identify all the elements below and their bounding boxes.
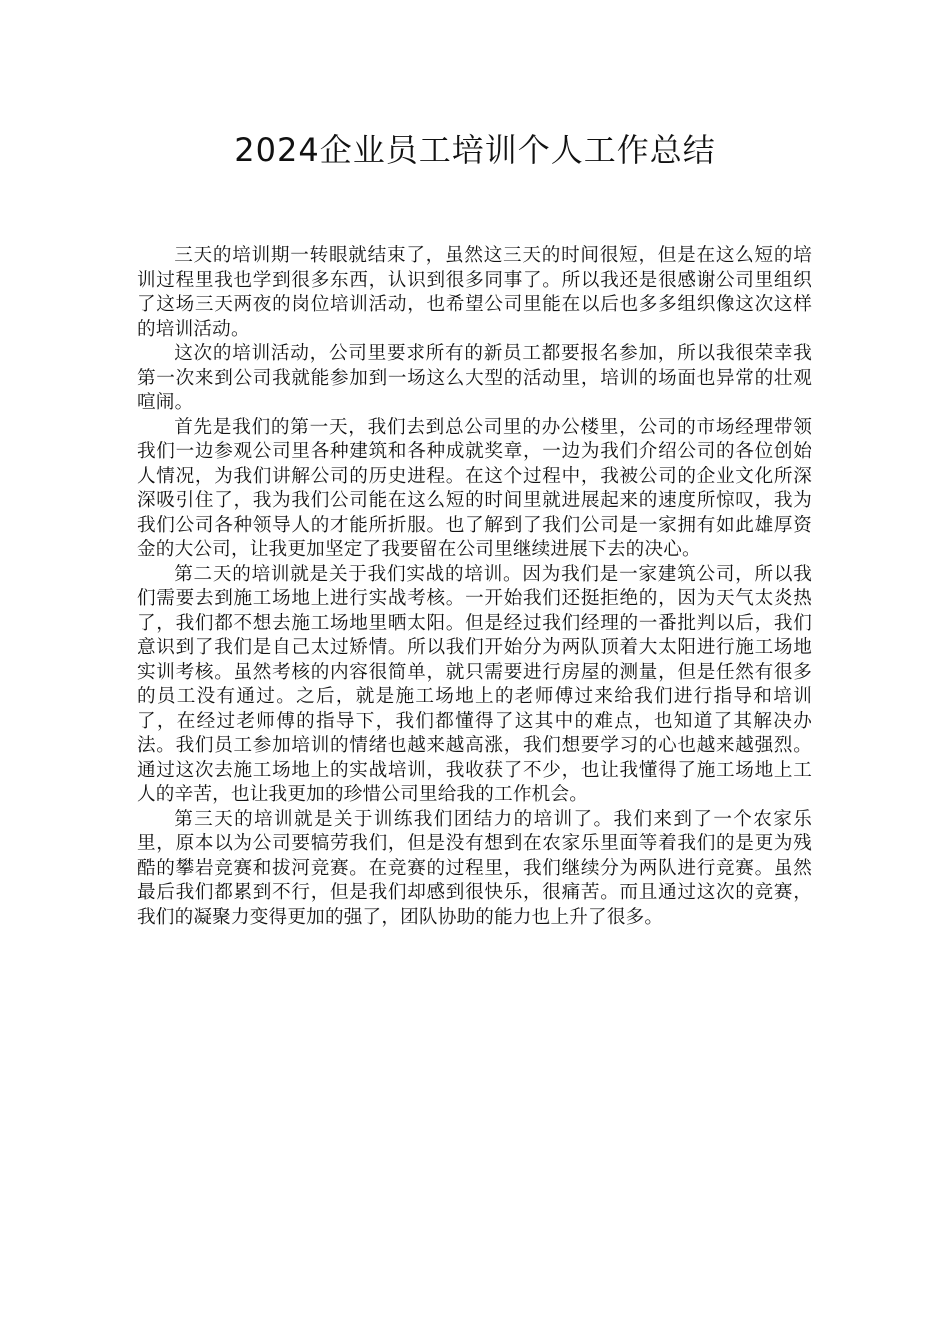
paragraph-4: 第二天的培训就是关于我们实战的培训。因为我们是一家建筑公司，所以我们需要去到施工场地上进行实战考核。一开始我们还挺拒绝的，因为天气太炎热了，我们都不想去施工场地里晒太阳。但是经过我们经理的一番批判以后，我们意识到了我们是自己太过矫情。所以我们开始分为两队顶着大太阳进行施工场地实训考核。虽然考核的内容很简单，就只需要进行房屋的测量，但是任然有很多的员工没有通过。之后，就是施工场地上的老师傅过来给我们进行指导和培训了，在经过老师傅的指导下，我们都懂得了这其中的难点，也知道了其解决办法。我们员工参加培训的情绪也越来越高涨，我们想要学习的心也越来越强烈。通过这次去施工场地上的实战培训，我收获了不少，也让我懂得了施工场地上工人的辛苦，也让我更加的珍惜公司里给我的工作机会。 <box>137 563 812 805</box>
document-title: 2024企业员工培训个人工作总结 <box>234 131 716 169</box>
paragraph-3: 首先是我们的第一天，我们去到总公司里的办公楼里，公司的市场经理带领我们一边参观公司里各种建筑和各种成就奖章，一边为我们介绍公司的各位创始人情况，为我们讲解公司的历史进程。在这个过程中，我被公司的企业文化所深深吸引住了，我为我们公司能在这么短的时间里就进展起来的速度所惊叹，我为我们公司各种领导人的才能所折服。也了解到了我们公司是一家拥有如此雄厚资金的大公司，让我更加坚定了我要留在公司里继续进展下去的决心。 <box>137 416 812 560</box>
paragraph-5: 第三天的培训就是关于训练我们团结力的培训了。我们来到了一个农家乐里，原本以为公司要犒劳我们，但是没有想到在农家乐里面等着我们的是更为残酷的攀岩竞赛和拔河竞赛。在竞赛的过程里，我们继续分为两队进行竞赛。虽然最后我们都累到不行，但是我们却感到很快乐，很痛苦。而且通过这次的竞赛，我们的凝聚力变得更加的强了，团队协助的能力也上升了很多。 <box>137 808 812 928</box>
document-body <box>137 244 812 930</box>
paragraph-2: 这次的培训活动，公司里要求所有的新员工都要报名参加，所以我很荣幸我第一次来到公司我就能参加到一场这么大型的活动里，培训的场面也异常的壮观喧闹。 <box>137 343 812 413</box>
paragraph-1: 三天的培训期一转眼就结束了，虽然这三天的时间很短，但是在这么短的培训过程里我也学到很多东西，认识到很多同事了。所以我还是很感谢公司里组织了这场三天两夜的岗位培训活动，也希望公司里能在以后也多多组织像这次这样的培训活动。 <box>137 245 812 340</box>
